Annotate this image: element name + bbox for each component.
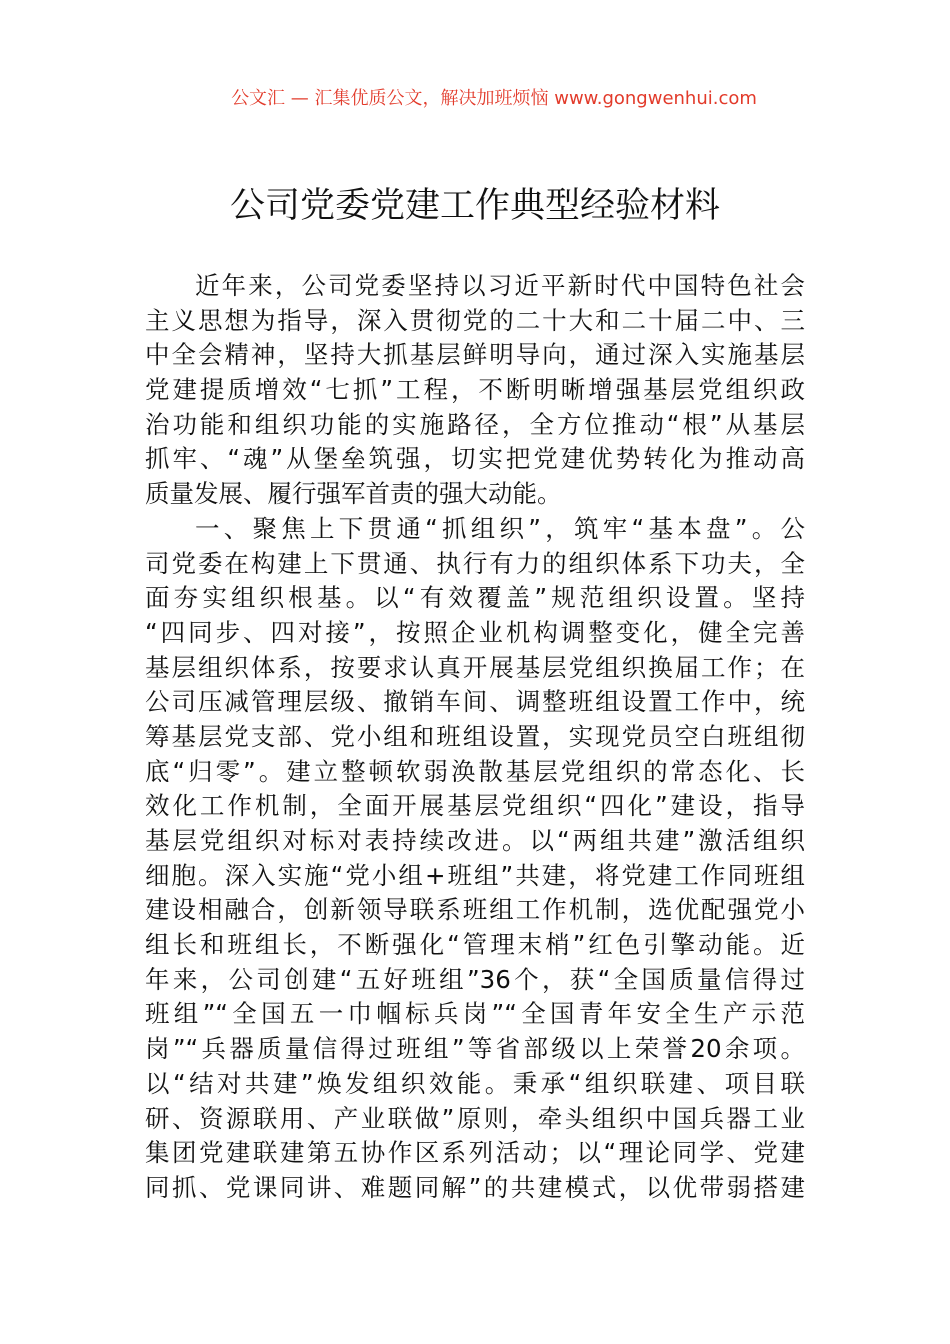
paragraph-line: 治功能和组织功能的实施路径，全方位推动“根”从基层: [145, 409, 805, 439]
document-body: [145, 269, 805, 1206]
paragraph-line: 公司压减管理层级、撤销车间、调整班组设置工作中，统: [145, 687, 805, 717]
paragraph-line: 党建提质增效“七抓”工程，不断明晰增强基层党组织政: [145, 375, 805, 405]
paragraph-line: 质量发展、履行强军首责的强大动能。: [145, 479, 562, 509]
paragraph-line: 年来，公司创建“五好班组”36个，获“全国质量信得过: [145, 964, 805, 994]
paragraph-line: 基层组织体系，按要求认真开展基层党组织换届工作；在: [145, 652, 805, 682]
paragraph-line: 组长和班组长，不断强化“管理末梢”红色引擎动能。近: [145, 930, 805, 960]
paragraph-line: 近年来，公司党委坚持以习近平新时代中国特色社会: [195, 271, 805, 300]
paragraph-line: 司党委在构建上下贯通、执行有力的组织体系下功夫，全: [145, 548, 805, 578]
paragraph-line: 主义思想为指导，深入贯彻党的二十大和二十届二中、三: [145, 305, 805, 335]
document-title: 公司党委党建工作典型经验材料: [229, 186, 720, 226]
paragraph-line: 抓牢、“魂”从堡垒筑强，切实把党建优势转化为推动高: [145, 444, 805, 474]
paragraph-line: 面夯实组织根基。以“有效覆盖”规范组织设置。坚持: [145, 583, 805, 613]
paragraph-line: 效化工作机制，全面开展基层党组织“四化”建设，指导: [145, 791, 805, 821]
paragraph-line: “四同步、四对接”，按照企业机构调整变化，健全完善: [145, 617, 805, 647]
paragraph-line: 底“归零”。建立整顿软弱涣散基层党组织的常态化、长: [145, 756, 805, 786]
paragraph-line: 中全会精神，坚持大抓基层鲜明导向，通过深入实施基层: [145, 340, 805, 370]
paragraph-line: 班组”“全国五一巾帼标兵岗”“全国青年安全生产示范: [145, 999, 805, 1029]
paragraph-line: 岗”“兵器质量信得过班组”等省部级以上荣誉20余项。: [145, 1034, 805, 1064]
paragraph-line: 建设相融合，创新领导联系班组工作机制，选优配强党小: [145, 895, 805, 925]
paragraph-line: 基层党组织对标对表持续改进。以“两组共建”激活组织: [145, 826, 805, 855]
paragraph-line: 研、资源联用、产业联做”原则，牵头组织中国兵器工业: [145, 1103, 805, 1133]
paragraph-line: 细胞。深入实施“党小组+班组”共建，将党建工作同班组: [145, 860, 805, 890]
paragraph-line: 以“结对共建”焕发组织效能。秉承“组织联建、项目联: [145, 1068, 805, 1098]
paragraph-line: 一、聚焦上下贯通“抓组织”，筑牢“基本盘”。公: [195, 513, 805, 543]
site-header-banner: 公文汇 — 汇集优质公文，解决加班烦恼 www.gongwenhui.com: [231, 88, 757, 109]
paragraph-line: 筹基层党支部、党小组和班组设置，实现党员空白班组彻: [145, 721, 805, 751]
paragraph-line: 集团党建联建第五协作区系列活动；以“理论同学、党建: [145, 1138, 805, 1168]
paragraph-line: 同抓、党课同讲、难题同解”的共建模式，以优带弱搭建: [145, 1172, 805, 1202]
